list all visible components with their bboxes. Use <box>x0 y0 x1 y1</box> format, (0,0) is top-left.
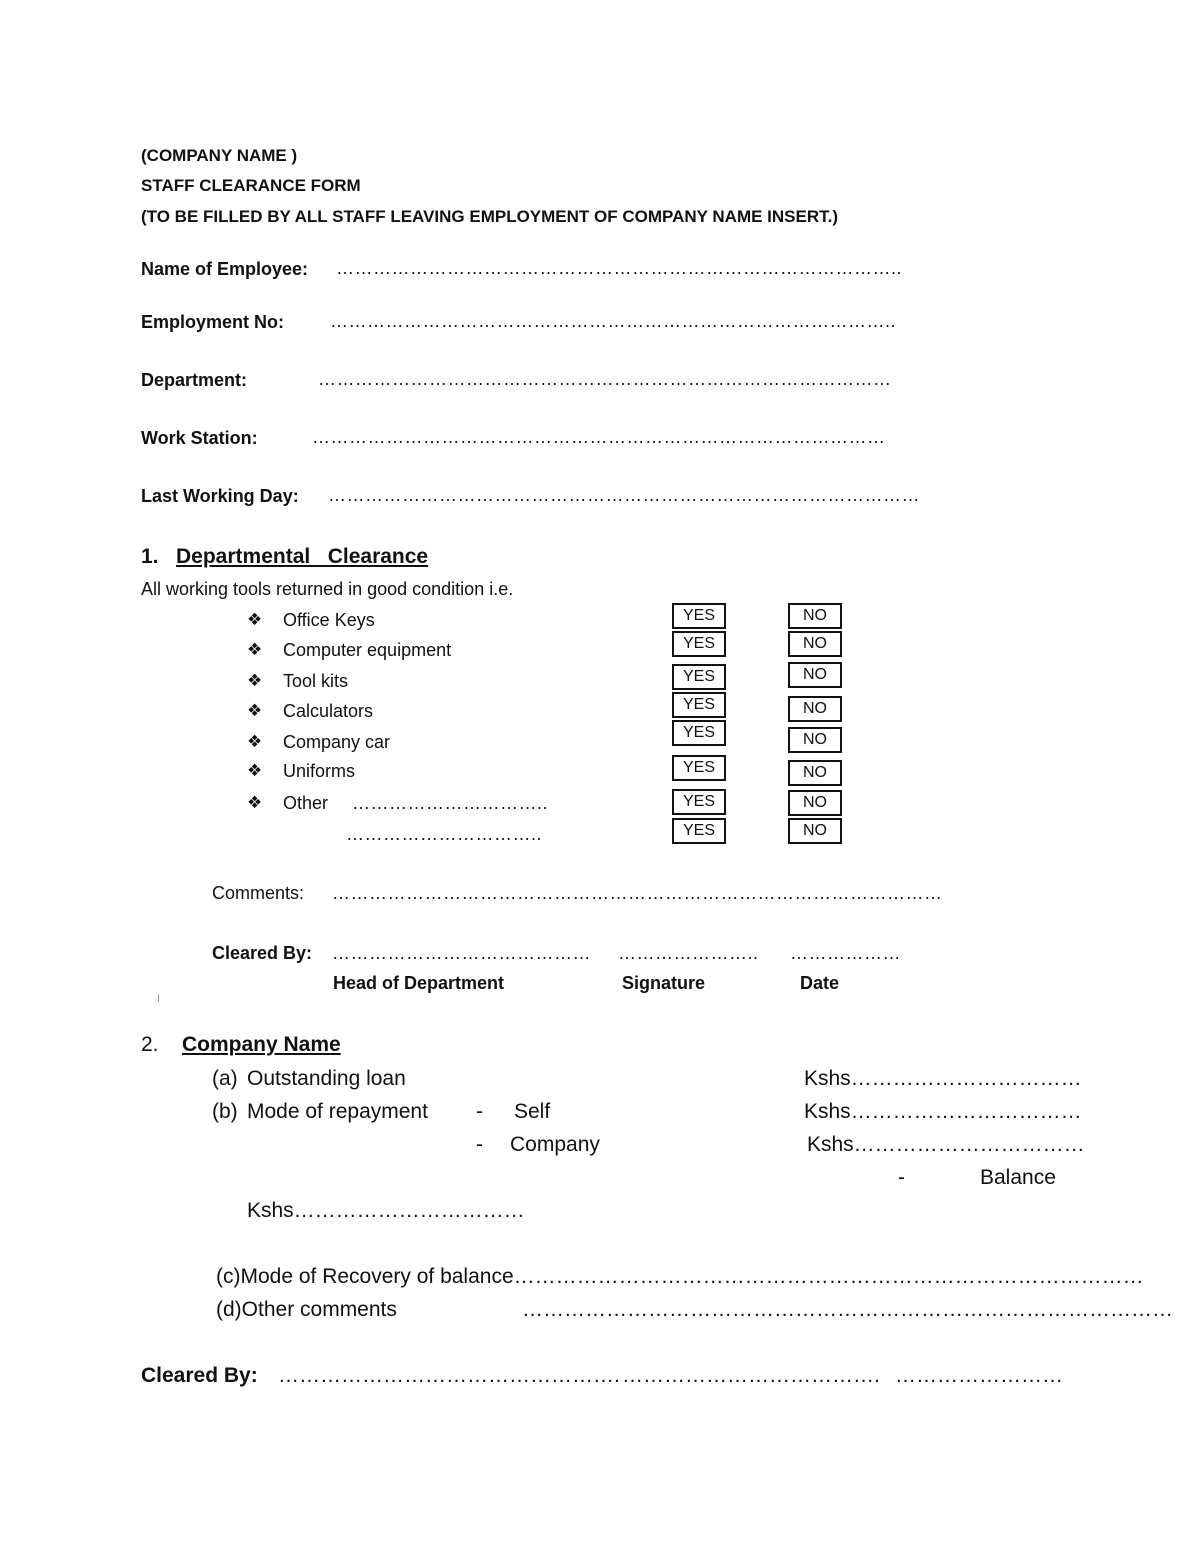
head-of-department-caption: Head of Department <box>333 973 505 993</box>
stray-mark <box>158 994 159 1002</box>
date-field[interactable]: ……………… <box>790 943 901 963</box>
diamond-bullet-icon: ❖ <box>247 701 263 720</box>
form-instruction: (TO BE FILLED BY ALL STAFF LEAVING EMPLOYMENT OF COMPANY NAME INSERT.) <box>141 207 839 226</box>
employee-name-field[interactable]: ……………………………………………………………………………….. <box>336 258 903 278</box>
balance-field[interactable]: Kshs…………………………… <box>247 1199 525 1222</box>
outstanding-loan-label: Outstanding loan <box>247 1067 406 1090</box>
department-label: Department: <box>141 370 248 390</box>
dash: - <box>476 1100 483 1123</box>
item-calculators: Calculators <box>283 701 374 721</box>
no-checkbox-office-keys[interactable]: NO <box>788 603 842 629</box>
work-station-field[interactable]: ………………………………………………………………………………… <box>312 427 886 447</box>
outstanding-loan-field[interactable]: Kshs…………………………… <box>804 1067 1082 1090</box>
section2-number: 2. <box>141 1033 159 1056</box>
no-checkbox-calculators[interactable]: NO <box>788 696 842 722</box>
self-label: Self <box>514 1100 551 1123</box>
no-checkbox-uniforms[interactable]: NO <box>788 760 842 786</box>
mode-of-repayment-label: Mode of repayment <box>247 1100 428 1123</box>
date-caption: Date <box>800 973 840 993</box>
signature-caption: Signature <box>622 973 706 993</box>
diamond-bullet-icon: ❖ <box>247 671 263 690</box>
yes-checkbox-tool-kits[interactable]: YES <box>672 664 726 690</box>
other-comments-label: (d)Other comments <box>216 1298 397 1321</box>
no-checkbox-other[interactable]: NO <box>788 790 842 816</box>
diamond-bullet-icon: ❖ <box>247 732 263 751</box>
diamond-bullet-icon: ❖ <box>247 793 263 812</box>
dash: - <box>476 1133 483 1156</box>
item-office-keys: Office Keys <box>283 610 375 630</box>
item-tool-kits: Tool kits <box>283 671 349 691</box>
comments-label: Comments: <box>212 883 305 903</box>
section1-number: 1. <box>141 545 159 568</box>
company-name-heading: (COMPANY NAME ) <box>141 146 298 165</box>
item-a-label: (a) <box>212 1067 238 1090</box>
item-extra-field[interactable]: ………………………….. <box>346 824 543 844</box>
yes-checkbox-extra[interactable]: YES <box>672 818 726 844</box>
department-field[interactable]: ………………………………………………………………………………… <box>318 369 892 389</box>
other-comments-field[interactable]: ………………………………………………………………………………… <box>522 1298 1173 1321</box>
employment-no-field[interactable]: ……………………………………………………………………………….. <box>330 311 897 331</box>
no-checkbox-tool-kits[interactable]: NO <box>788 662 842 688</box>
no-checkbox-extra[interactable]: NO <box>788 818 842 844</box>
no-checkbox-company-car[interactable]: NO <box>788 727 842 753</box>
diamond-bullet-icon: ❖ <box>247 640 263 659</box>
section1-intro: All working tools returned in good condition i.e. <box>141 579 514 599</box>
item-b-label: (b) <box>212 1100 238 1123</box>
mode-of-recovery-field[interactable]: (c)Mode of Recovery of balance……………………………………………………………………………… <box>216 1265 1144 1288</box>
yes-checkbox-uniforms[interactable]: YES <box>672 755 726 781</box>
comments-field[interactable]: ……………………………………………………………………………………… <box>332 883 943 903</box>
form-title: STAFF CLEARANCE FORM <box>141 176 361 195</box>
footer-date-field[interactable]: …………………… <box>895 1364 1063 1387</box>
employment-no-label: Employment No: <box>141 312 285 332</box>
diamond-bullet-icon: ❖ <box>247 761 263 780</box>
diamond-bullet-icon: ❖ <box>247 610 263 629</box>
dash: - <box>898 1166 905 1189</box>
item-other-field[interactable]: ………………………….. <box>352 793 549 813</box>
signature-field[interactable]: ………………….. <box>618 943 759 963</box>
footer-signature-field[interactable]: ………………………………. <box>622 1364 880 1387</box>
yes-checkbox-computer-equipment[interactable]: YES <box>672 631 726 657</box>
item-uniforms: Uniforms <box>283 761 356 781</box>
item-other: Other <box>283 793 329 813</box>
head-of-department-field[interactable]: …………………………………… <box>332 943 591 963</box>
section2-title: Company Name <box>182 1033 341 1056</box>
cleared-by-label: Cleared By: <box>212 943 313 963</box>
section1-title: Departmental Clearance <box>176 545 429 568</box>
employee-name-label: Name of Employee: <box>141 259 309 279</box>
company-repayment-field[interactable]: Kshs…………………………… <box>807 1133 1085 1156</box>
item-computer-equipment: Computer equipment <box>283 640 452 660</box>
yes-checkbox-calculators[interactable]: YES <box>672 692 726 718</box>
self-repayment-field[interactable]: Kshs…………………………… <box>804 1100 1082 1123</box>
yes-checkbox-office-keys[interactable]: YES <box>672 603 726 629</box>
last-working-day-field[interactable]: …………………………………………………………………………………… <box>328 485 920 505</box>
item-company-car: Company car <box>283 732 391 752</box>
no-checkbox-computer-equipment[interactable]: NO <box>788 631 842 657</box>
last-working-day-label: Last Working Day: <box>141 486 299 506</box>
footer-name-field[interactable]: …………………………………………. <box>278 1364 620 1387</box>
footer-cleared-by-label: Cleared By: <box>141 1364 258 1387</box>
company-label: Company <box>510 1133 600 1156</box>
yes-checkbox-other[interactable]: YES <box>672 789 726 815</box>
work-station-label: Work Station: <box>141 428 258 448</box>
balance-label: Balance <box>980 1166 1056 1189</box>
yes-checkbox-company-car[interactable]: YES <box>672 720 726 746</box>
